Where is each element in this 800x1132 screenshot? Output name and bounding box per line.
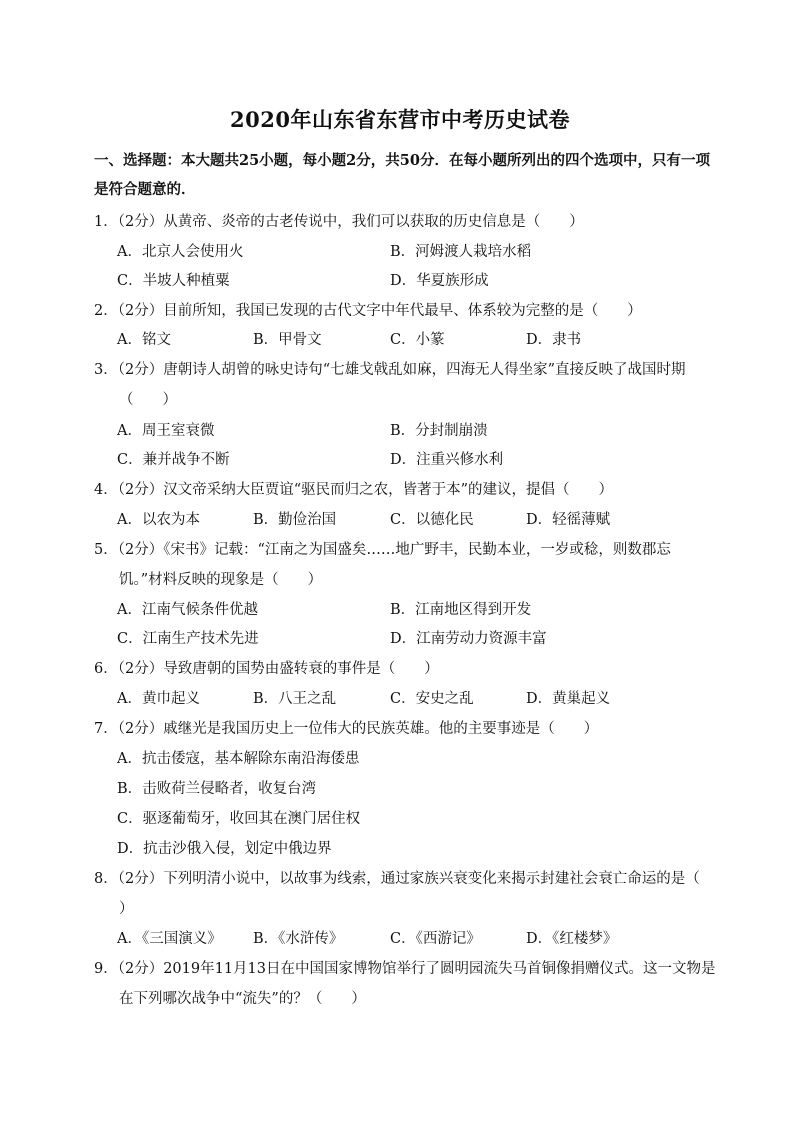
q1-option-a: A．北京人会使用火 <box>117 244 244 260</box>
q4-option-c: C．以德化民 <box>390 512 474 528</box>
page-title: 2020年山东省东营市中考历史试卷 <box>230 107 570 132</box>
q2-option-a: A．铭文 <box>117 332 171 348</box>
q8-option-c: C．《西游记》 <box>390 931 481 947</box>
question-1: 1．（2分）从黄帝、炎帝的古老传说中，我们可以获取的历史信息是（ ） <box>94 214 584 230</box>
question-4: 4．（2分）汉文帝采纳大臣贾谊“驱民而归之农，皆著于本”的建议，提倡（ ） <box>94 482 614 498</box>
q6-option-b: B．八王之乱 <box>253 691 337 707</box>
q3-option-c: C．兼并战争不断 <box>117 452 230 468</box>
q8-option-d: D．《红楼梦》 <box>526 931 618 947</box>
question-5: 5．（2分）《宋书》记载：“江南之为国盛矣……地广野丰，民勤本业，一岁或稔，则数郡忘 <box>94 542 671 558</box>
q7-option-a: A．抗击倭寇，基本解除东南沿海倭患 <box>117 751 360 767</box>
q6-option-d: D．黄巢起义 <box>526 691 611 707</box>
q5-option-d: D．江南劳动力资源丰富 <box>390 631 547 647</box>
q4-option-a: A．以农为本 <box>117 512 200 528</box>
q7-option-b: B．击败荷兰侵略者，收复台湾 <box>117 781 317 797</box>
q2-option-c: C．小篆 <box>390 332 445 348</box>
question-7: 7．（2分）戚继光是我国历史上一位伟大的民族英雄。他的主要事迹是（ ） <box>94 721 599 737</box>
q6-option-c: C．安史之乱 <box>390 691 474 707</box>
q1-option-b: B．河姆渡人栽培水稻 <box>390 244 532 260</box>
q3-option-a: A．周王室衰微 <box>117 423 215 439</box>
question-3: 3．（2分）唐朝诗人胡曾的咏史诗句“七雄戈戟乱如麻，四海无人得坐家”直接反映了战国时期 <box>94 362 686 378</box>
q3-option-d: D．注重兴修水利 <box>390 452 504 468</box>
question-9-cont: 在下列哪次战争中“流失”的？（ ） <box>119 991 366 1007</box>
q8-option-b: B．《水浒传》 <box>253 931 344 947</box>
question-3-cont: （ ） <box>119 392 177 408</box>
question-5-cont: 饥。”材料反映的现象是（ ） <box>119 572 323 588</box>
q1-option-c: C．半坡人种植粟 <box>117 273 230 289</box>
q5-option-c: C．江南生产技术先进 <box>117 631 259 647</box>
question-2: 2．（2分）目前所知，我国已发现的古代文字中年代最早、体系较为完整的是（ ） <box>94 303 642 319</box>
question-6: 6．（2分）导致唐朝的国势由盛转衰的事件是（ ） <box>94 661 439 677</box>
q1-option-d: D．华夏族形成 <box>390 273 489 289</box>
q5-option-b: B．江南地区得到开发 <box>390 602 532 618</box>
q8-option-a: A．《三国演义》 <box>117 931 222 947</box>
q6-option-a: A．黄巾起义 <box>117 691 200 707</box>
q3-option-b: B．分封制崩溃 <box>390 423 488 439</box>
question-8-cont: ） <box>119 901 134 917</box>
question-9: 9．（2分）2019年11月13日在中国国家博物馆举行了圆明园流失马首铜像捐赠仪式。这一文物是 <box>94 961 716 977</box>
q2-option-d: D．隶书 <box>526 332 582 348</box>
section-heading: 一、选择题：本大题共25小题，每小题2分，共50分．在每小题所列出的四个选项中，只有一项是符合题意的． <box>94 152 710 198</box>
q4-option-b: B．勤俭治国 <box>253 512 337 528</box>
question-8: 8．（2分）下列明清小说中，以故事为线索，通过家族兴衰变化来揭示封建社会衰亡命运的是（ <box>94 871 700 887</box>
q7-option-d: D．抗击沙俄入侵，划定中俄边界 <box>117 841 332 857</box>
q4-option-d: D．轻徭薄赋 <box>526 512 611 528</box>
q2-option-b: B．甲骨文 <box>253 332 322 348</box>
q5-option-a: A．江南气候条件优越 <box>117 602 258 618</box>
q7-option-c: C．驱逐葡萄牙，收回其在澳门居住权 <box>117 811 361 827</box>
